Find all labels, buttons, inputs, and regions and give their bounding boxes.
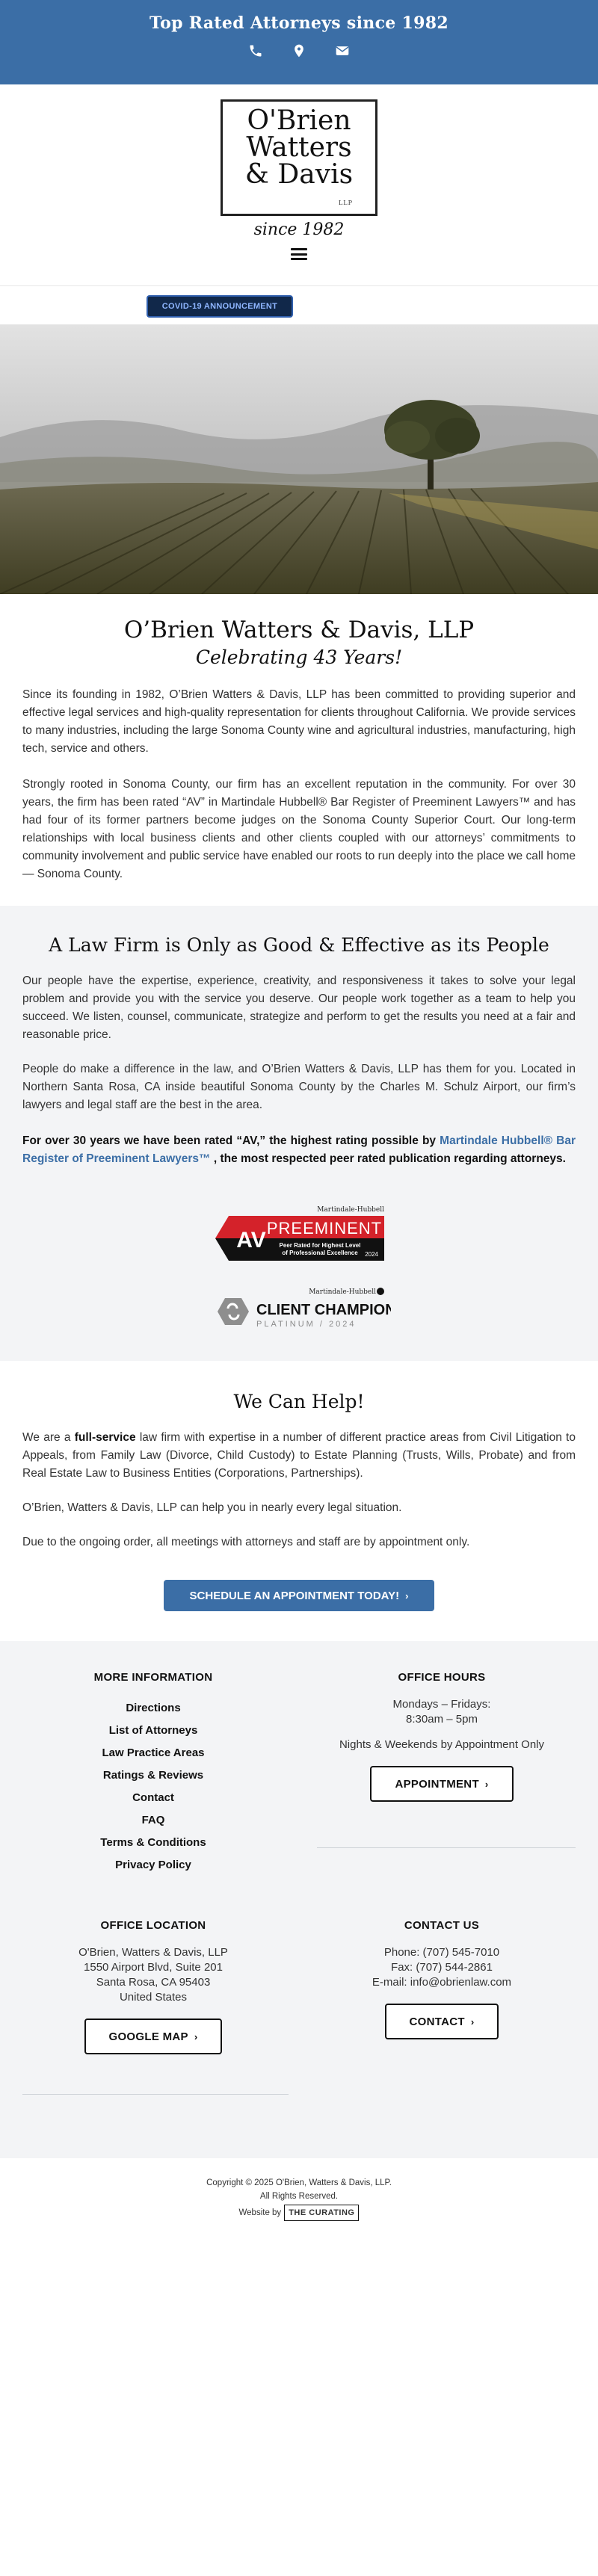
av-badge-mark: AV bbox=[236, 1228, 266, 1253]
website-by-label: Website by bbox=[238, 2208, 282, 2217]
phone-icon[interactable] bbox=[248, 43, 263, 58]
intro-paragraph-1: Since its founding in 1982, O’Brien Watters & Davis, LLP has been committed to providing superior and effective legal services and high-quality representation for clients throughout California. We provide services to many industries, including the large Sonoma County wine and agricultural industries, manufacturing, high tech, service and others. bbox=[22, 688, 576, 755]
schedule-button-label: SCHEDULE AN APPOINTMENT TODAY! bbox=[189, 1589, 400, 1602]
rating-text-pre: For over 30 years we have been rated “AV,” the highest rating possible by bbox=[22, 1134, 440, 1147]
av-badge-year: 2024 bbox=[365, 1251, 378, 1258]
envelope-icon[interactable] bbox=[335, 43, 350, 58]
site-footer bbox=[0, 1641, 598, 2158]
celebrating-subtitle: Celebrating 43 Years! bbox=[195, 646, 403, 668]
chevron-right-icon: › bbox=[484, 1778, 489, 1790]
rating-paragraph bbox=[22, 1132, 576, 1168]
help-section bbox=[0, 1361, 598, 1641]
more-info-column bbox=[30, 1671, 277, 1877]
footer-link-terms[interactable]: Terms & Conditions bbox=[100, 1836, 206, 1849]
help-p1-post: law firm with expertise in a number of different practice areas from Civil Litigation to Appeals, from Family Law (Divorce, Child Custody) to Estate Planning (Trusts, Wills, Probate) and from Real Estate Law to Business Entities (Corporations, Partnerships). bbox=[22, 1431, 576, 1480]
contact-email[interactable]: E-mail: info@obrienlaw.com bbox=[372, 1976, 512, 1989]
appointment-button-label: APPOINTMENT bbox=[395, 1777, 479, 1791]
contact-button[interactable] bbox=[385, 2004, 499, 2039]
help-p1-pre: We are a bbox=[22, 1431, 75, 1444]
footer-link-practice-areas[interactable]: Law Practice Areas bbox=[102, 1746, 205, 1759]
av-badge-brand: Martindale-Hubbell bbox=[317, 1206, 384, 1214]
cc-badge-brand: Martindale-Hubbell bbox=[309, 1288, 376, 1296]
cc-brand-dot-icon bbox=[377, 1288, 384, 1295]
footer-link-directions[interactable]: Directions bbox=[126, 1702, 181, 1714]
contact-phone[interactable]: Phone: (707) 545-7010 bbox=[383, 1946, 500, 1959]
cc-badge-name: CLIENT CHAMPION bbox=[256, 1302, 391, 1318]
vineyard-illustration bbox=[0, 325, 598, 594]
google-map-button-label: GOOGLE MAP bbox=[108, 2030, 188, 2043]
hours-days: Mondays – Fridays: bbox=[392, 1698, 491, 1711]
footer-divider-left bbox=[22, 2094, 289, 2095]
since-tagline: since 1982 bbox=[253, 220, 345, 239]
intro-paragraph-2: Strongly rooted in Sonoma County, our firm has an excellent reputation in the community. For over 30 years, the firm has been rated “AV” in Martindale Hubbell® Bar Register of Preeminent Lawyers™ and has had four of its former partners become judges on the Sonoma County Superior Court. Our long-term relationships with local business clients and other clients coupled with our attorneys’ commitments to community involvement and public service have enabled our roots to run deeply into the place we call home — Sonoma County. bbox=[22, 778, 576, 880]
contact-us-column bbox=[318, 1919, 565, 2039]
av-badge-name: PREEMINENT bbox=[266, 1219, 383, 1238]
help-paragraph-3: Due to the ongoing order, all meetings with attorneys and staff are by appointment only. bbox=[22, 1536, 470, 1548]
schedule-appointment-button[interactable] bbox=[164, 1580, 434, 1611]
contact-fax: Fax: (707) 544-2861 bbox=[391, 1961, 493, 1974]
address-line-2: 1550 Airport Blvd, Suite 201 bbox=[84, 1961, 223, 1974]
hours-time: 8:30am – 5pm bbox=[406, 1713, 478, 1726]
full-service-emphasis: full-service bbox=[74, 1431, 136, 1444]
firm-logo[interactable] bbox=[221, 99, 377, 216]
announcement-bar bbox=[0, 286, 598, 325]
help-title: We Can Help! bbox=[233, 1391, 365, 1412]
office-location-title: OFFICE LOCATION bbox=[100, 1919, 206, 1932]
top-contact-icons bbox=[0, 43, 598, 58]
site-header bbox=[0, 84, 598, 286]
people-title: A Law Firm is Only as Good & Effective as its People bbox=[49, 934, 549, 956]
cc-badge-tier: PLATINUM / 2024 bbox=[256, 1320, 357, 1329]
martindale-link[interactable]: Martindale Hubbell® Bar Register of Preeminent Lawyers™ bbox=[22, 1134, 576, 1165]
logo-line-3: & Davis bbox=[244, 159, 354, 190]
logo-llp: LLP bbox=[338, 200, 353, 206]
footer-link-faq[interactable]: FAQ bbox=[141, 1814, 165, 1826]
hamburger-menu-icon[interactable] bbox=[291, 248, 307, 260]
footer-link-privacy[interactable]: Privacy Policy bbox=[115, 1859, 191, 1871]
client-champion-hexagon-icon bbox=[218, 1298, 249, 1325]
top-bar bbox=[0, 0, 598, 84]
rights-text: All Rights Reserved. bbox=[259, 2192, 339, 2201]
contact-button-label: CONTACT bbox=[409, 2015, 465, 2028]
footer-divider-right bbox=[317, 1847, 576, 1848]
covid-announcement-button[interactable]: COVID-19 ANNOUNCEMENT bbox=[147, 295, 293, 318]
chevron-right-icon: › bbox=[470, 2016, 475, 2027]
footer-link-attorneys[interactable]: List of Attorneys bbox=[108, 1724, 198, 1737]
people-paragraph-1: Our people have the expertise, experience, creativity, and responsiveness it takes to solve your legal problem and provide you with the service you deserve. Our people work together as a team to help you succeed. We listen, counsel, communicate, strategize and perform to get the results you need at a fair and reasonable price. bbox=[22, 975, 576, 1041]
website-credit bbox=[0, 2205, 598, 2221]
rating-text-post: , the most respected peer rated publication regarding attorneys. bbox=[210, 1152, 566, 1165]
footer-link-ratings[interactable]: Ratings & Reviews bbox=[102, 1769, 204, 1782]
location-pin-icon[interactable] bbox=[292, 43, 306, 58]
av-preeminent-badge[interactable] bbox=[208, 1204, 390, 1262]
copyright-text: Copyright © 2025 O'Brien, Watters & Davis, LLP. bbox=[206, 2178, 392, 2187]
hero-vineyard-image bbox=[0, 325, 598, 594]
firm-title: O’Brien Watters & Davis, LLP bbox=[123, 617, 475, 643]
logo-line-1: O'Brien bbox=[247, 105, 351, 136]
logo-line-2: Watters bbox=[246, 132, 352, 163]
copyright-area bbox=[0, 2158, 598, 2576]
address-line-1: O'Brien, Watters & Davis, LLP bbox=[78, 1946, 228, 1959]
top-tagline: Top Rated Attorneys since 1982 bbox=[150, 13, 449, 33]
appointment-button[interactable] bbox=[370, 1766, 514, 1802]
hours-note: Nights & Weekends by Appointment Only bbox=[339, 1738, 545, 1751]
address-line-4: United States bbox=[119, 1991, 188, 2004]
people-section bbox=[0, 906, 598, 1361]
address-line-3: Santa Rosa, CA 95403 bbox=[96, 1976, 211, 1989]
help-paragraph-1 bbox=[22, 1429, 576, 1483]
footer-link-contact[interactable]: Contact bbox=[132, 1791, 174, 1804]
contact-us-title: CONTACT US bbox=[404, 1919, 480, 1932]
office-hours-column bbox=[318, 1671, 565, 1802]
agency-link[interactable]: THE CURATING bbox=[284, 2205, 359, 2221]
chevron-right-icon: › bbox=[405, 1590, 409, 1601]
av-badge-line-1: Peer Rated for Highest Level bbox=[279, 1242, 361, 1249]
client-champion-badge[interactable] bbox=[207, 1285, 391, 1331]
footer-links bbox=[30, 1697, 277, 1877]
people-paragraph-2: People do make a difference in the law, and O’Brien Watters & Davis, LLP has them for you. Located in Northern Santa Rosa, CA inside beautiful Sonoma County by the Charles M. Schulz Airport, our firm’s lawyers and legal staff are the best in the area. bbox=[22, 1063, 576, 1111]
av-badge-line-2: of Professional Excellence bbox=[282, 1250, 358, 1256]
help-paragraph-2: O’Brien, Watters & Davis, LLP can help you in nearly every legal situation. bbox=[22, 1501, 402, 1514]
google-map-button[interactable] bbox=[84, 2019, 222, 2054]
more-info-title: MORE INFORMATION bbox=[93, 1671, 213, 1684]
intro-section bbox=[0, 594, 598, 906]
chevron-right-icon: › bbox=[194, 2030, 198, 2042]
office-hours-title: OFFICE HOURS bbox=[398, 1671, 486, 1684]
office-location-column bbox=[30, 1919, 277, 2054]
